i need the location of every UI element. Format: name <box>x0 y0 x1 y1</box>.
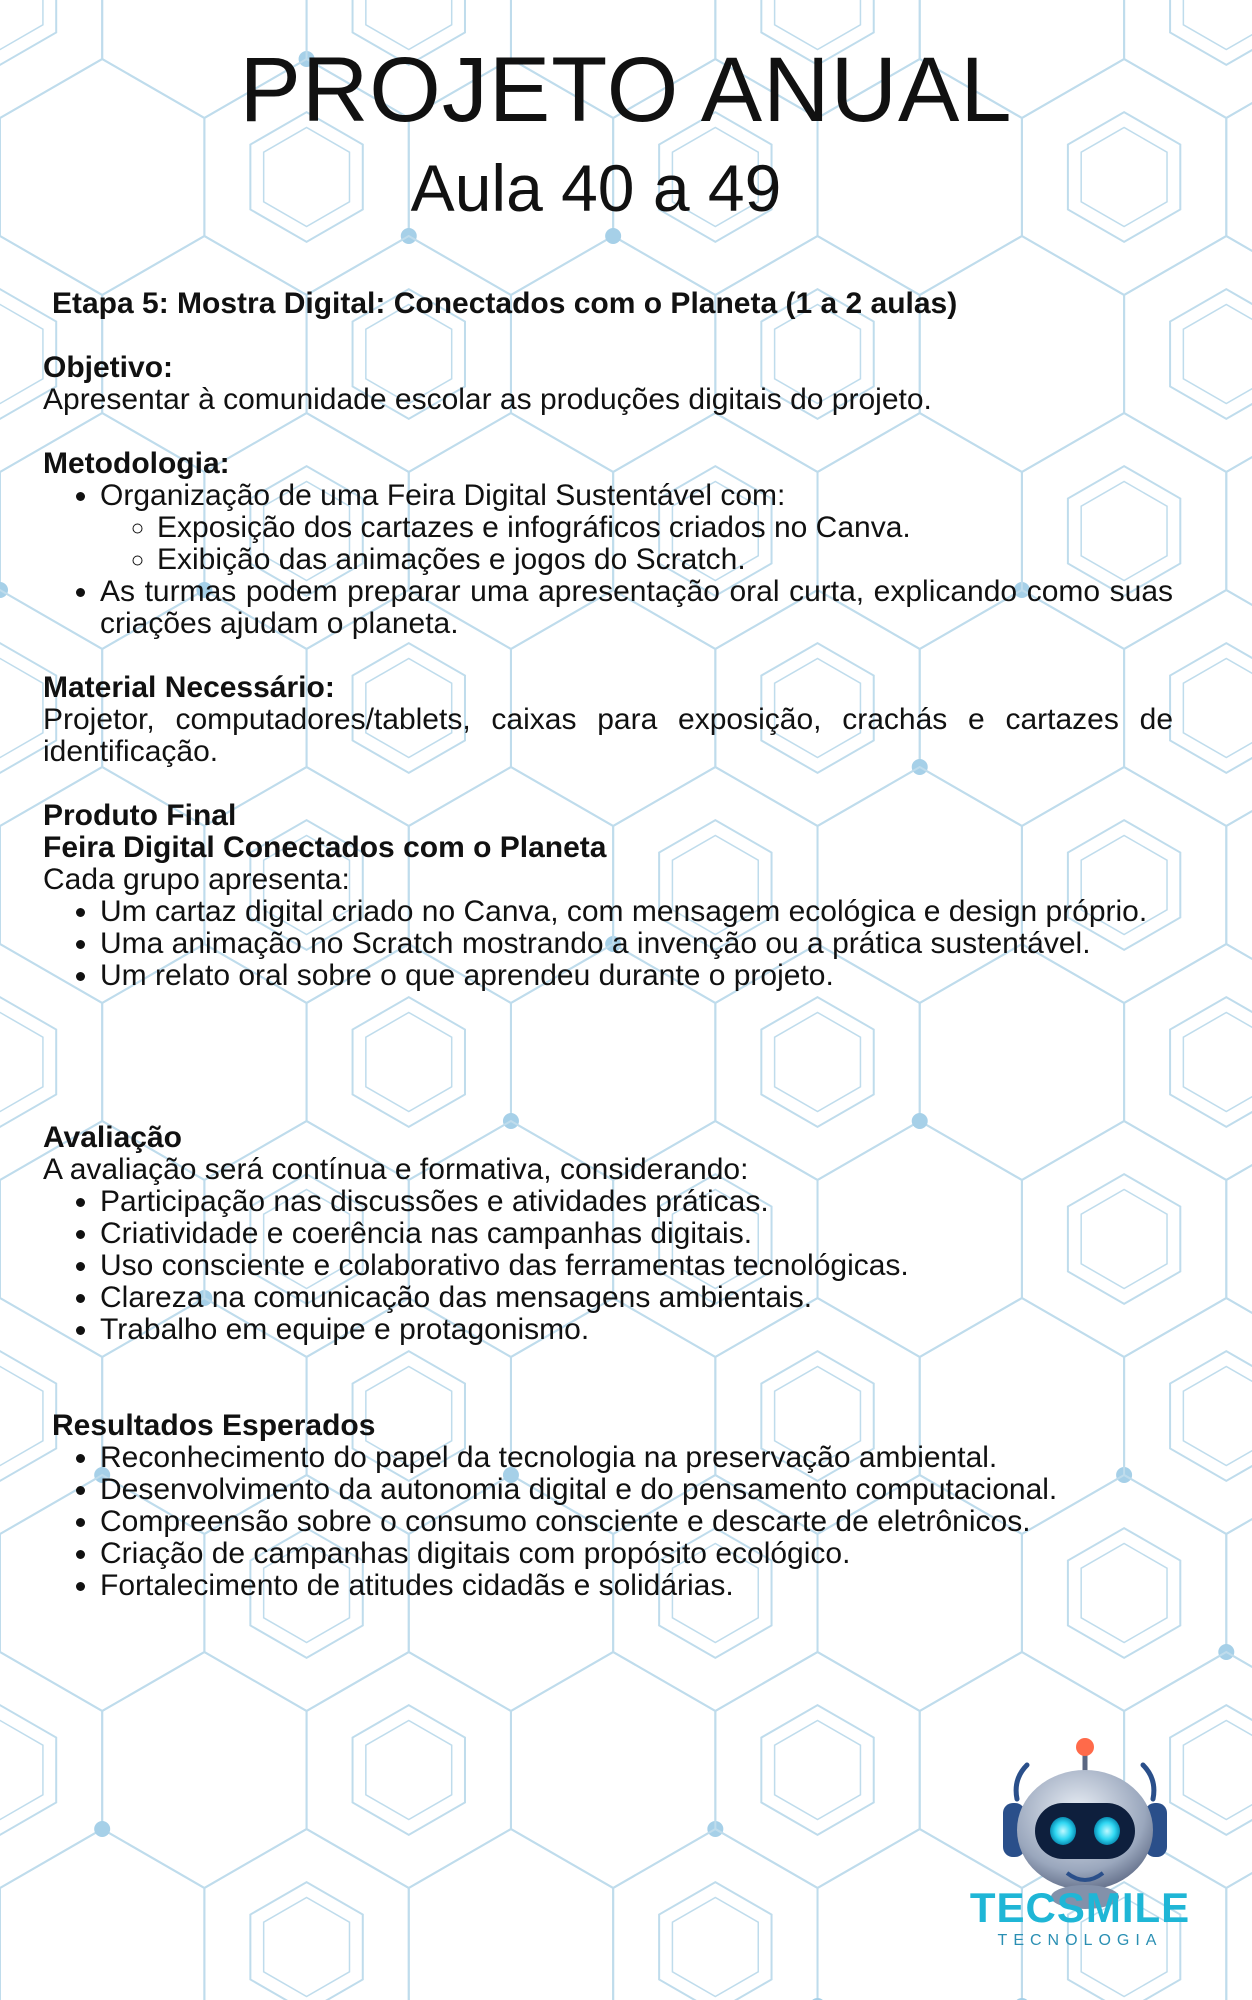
list-item: • Compreensão sobre o consumo consciente e descarte de eletrônicos. <box>100 1506 1182 1538</box>
list-item: • Uso consciente e colaborativo das ferramentas tecnológicas. <box>100 1250 1173 1282</box>
resultados-heading: Resultados Esperados <box>52 1409 376 1442</box>
produto-intro: Cada grupo apresenta: <box>43 863 350 896</box>
list-item: • Clareza na comunicação das mensagens ambientais. <box>100 1282 1173 1314</box>
material-heading: Material Necessário: <box>43 671 335 704</box>
objetivo-section <box>43 352 1173 416</box>
resultados-list <box>43 1442 1182 1602</box>
brand-name: TECSMILE <box>969 1884 1191 1931</box>
avaliacao-heading: Avaliação <box>43 1121 182 1154</box>
metodologia-section <box>43 448 1173 640</box>
list-item: • Um relato oral sobre o que aprendeu durante o projeto. <box>100 960 1173 992</box>
produto-list <box>43 896 1173 992</box>
list-item: • Trabalho em equipe e protagonismo. <box>100 1314 1173 1346</box>
list-item: • Participação nas discussões e atividades práticas. <box>100 1186 1173 1218</box>
page-subtitle: Aula 40 a 49 <box>410 151 782 225</box>
produto-subheading: Feira Digital Conectados com o Planeta <box>43 831 607 864</box>
material-section <box>43 672 1173 768</box>
list-item: • Um cartaz digital criado no Canva, com mensagem ecológica e design próprio. <box>100 896 1173 928</box>
list-item: ◦ Exposição dos cartazes e infográficos criados no Canva. <box>157 512 1173 544</box>
page-title: PROJETO ANUAL <box>239 39 1013 141</box>
objetivo-heading: Objetivo: <box>43 351 174 384</box>
brand-tagline: TECNOLOGIA <box>997 1932 1163 1949</box>
list-item: • Desenvolvimento da autonomia digital e do pensamento computacional. <box>100 1474 1182 1506</box>
metodologia-list <box>43 480 1173 640</box>
avaliacao-intro: A avaliação será contínua e formativa, considerando: <box>43 1153 749 1186</box>
list-item: • Fortalecimento de atitudes cidadãs e solidárias. <box>100 1570 1182 1602</box>
list-item: • Reconhecimento do papel da tecnologia na preservação ambiental. <box>100 1442 1182 1474</box>
list-item: • Criação de campanhas digitais com propósito ecológico. <box>100 1538 1182 1570</box>
produto-section <box>43 800 1173 992</box>
metodologia-sublist <box>100 512 1173 576</box>
avaliacao-section <box>43 1122 1173 1346</box>
objetivo-text: Apresentar à comunidade escolar as produções digitais do projeto. <box>43 383 932 416</box>
material-text: Projetor, computadores/tablets, caixas para exposição, crachás e cartazes de identificação. <box>43 703 1173 768</box>
list-item: • Uma animação no Scratch mostrando a invenção ou a prática sustentável. <box>100 928 1173 960</box>
list-item: • Criatividade e coerência nas campanhas digitais. <box>100 1218 1173 1250</box>
produto-heading: Produto Final <box>43 799 237 832</box>
metodologia-heading: Metodologia: <box>43 447 230 480</box>
etapa-heading: Etapa 5: Mostra Digital: Conectados com o Planeta (1 a 2 aulas) <box>52 287 958 320</box>
list-item: • As turmas podem preparar uma apresentação oral curta, explicando como suas criações ajudam o planeta. <box>100 576 1173 640</box>
avaliacao-list <box>43 1186 1173 1346</box>
resultados-section <box>52 1410 1182 1602</box>
list-item: • Organização de uma Feira Digital Sustentável com: ◦ Exposição dos cartazes e infográficos criados no Canva. ◦ Exibição das animações e jogos do Scratch. <box>100 480 1173 576</box>
list-item: ◦ Exibição das animações e jogos do Scratch. <box>157 544 1173 576</box>
